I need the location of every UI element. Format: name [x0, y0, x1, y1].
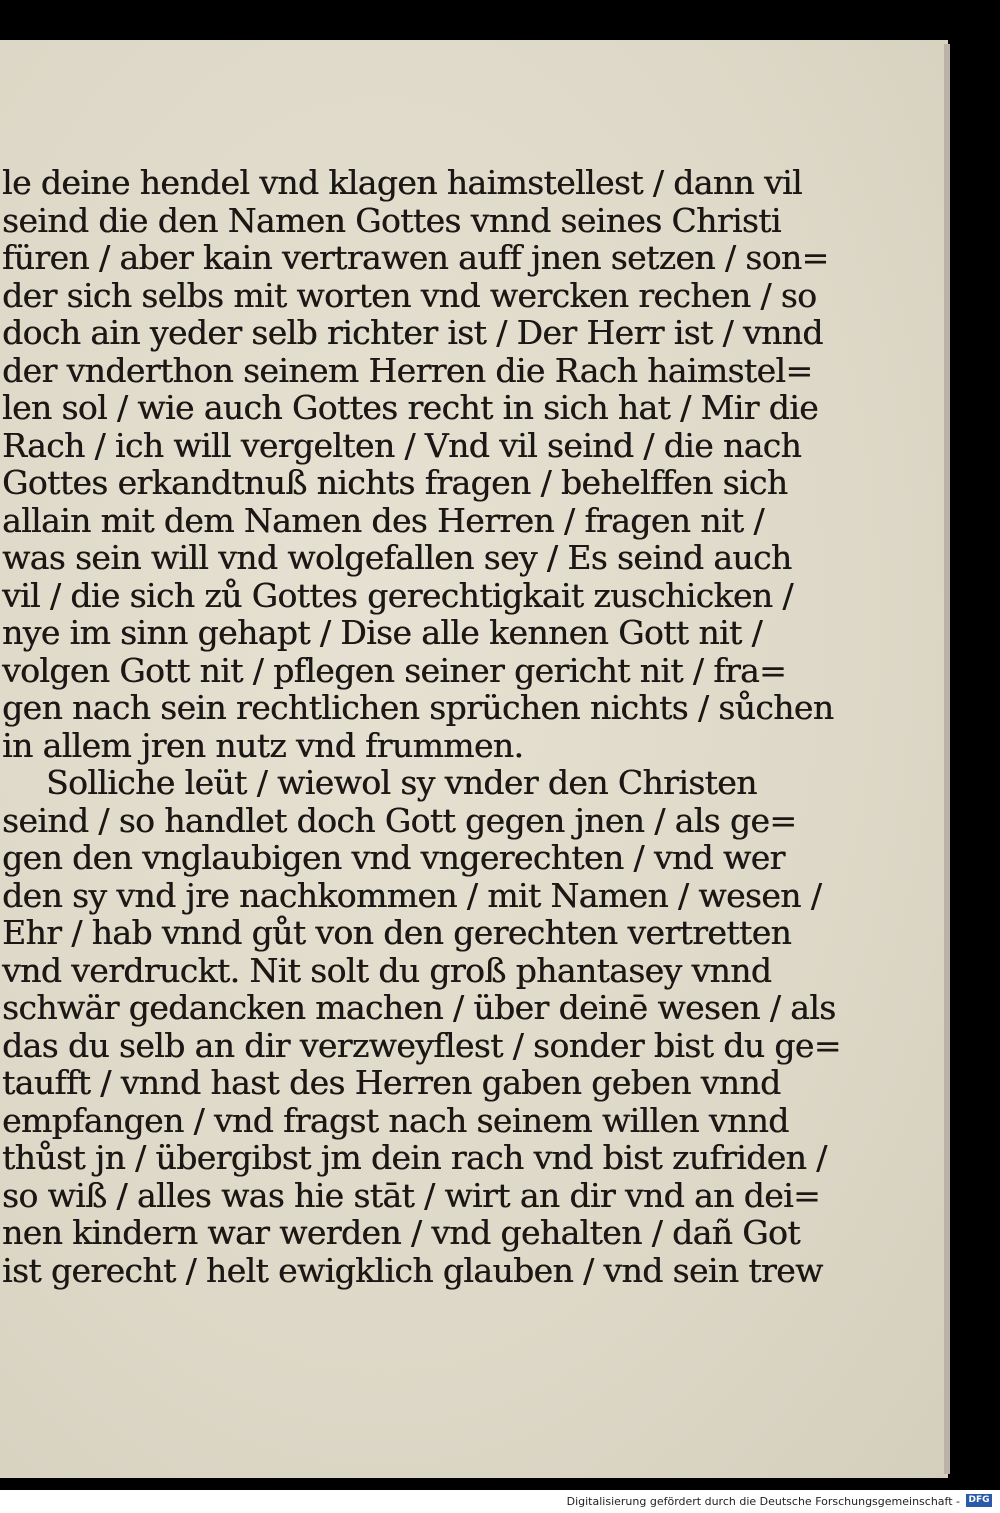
- text-line: gen nach sein rechtlichen sprüchen nichts / sůchen: [2, 688, 834, 727]
- text-line: thůst jn / übergibst jm dein rach vnd bist zufriden /: [2, 1138, 827, 1177]
- text-line: nye im sinn gehapt / Dise alle kennen Gott nit /: [2, 613, 762, 652]
- text-line: so wiß / alles was hie stāt / wirt an dir vnd an dei=: [2, 1175, 821, 1215]
- text-line: der vnderthon seinem Herren die Rach haimstel=: [2, 350, 813, 390]
- funding-credit: Digitalisierung gefördert durch die Deutsche Forschungsgemeinschaft -: [566, 1495, 960, 1508]
- text-line: Gottes erkandtnuß nichts fragen / behelffen sich: [2, 463, 788, 502]
- text-line: gen den vnglaubigen vnd vngerechten / vnd wer: [2, 838, 785, 877]
- text-line: volgen Gott nit / pflegen seiner gericht nit / fra=: [2, 650, 787, 690]
- text-line: doch ain yeder selb richter ist / Der Herr ist / vnnd: [2, 313, 823, 352]
- text-line: len sol / wie auch Gottes recht in sich hat / Mir die: [2, 388, 819, 427]
- text-line: nen kindern war werden / vnd gehalten / dañ Got: [2, 1213, 800, 1252]
- text-line: empfangen / vnd fragst nach seinem willen vnnd: [2, 1100, 789, 1140]
- text-line: den sy vnd jre nachkommen / mit Namen / wesen /: [2, 875, 822, 915]
- text-line: seind / so handlet doch Gott gegen jnen / als ge=: [2, 800, 797, 840]
- text-line: seind die den Namen Gottes vnnd seines Christi: [2, 200, 781, 240]
- paragraph-start-line: Solliche leüt / wiewol sy vnder den Christen: [46, 763, 757, 802]
- text-line: Rach / ich will vergelten / Vnd vil seind / die nach: [2, 425, 802, 465]
- text-line: schwär gedancken machen / über deinē wesen / als: [2, 988, 836, 1027]
- text-line: der sich selbs mit worten vnd wercken rechen / so: [2, 275, 817, 315]
- blackletter-text-block: [2, 163, 841, 1290]
- footer-bar: [0, 1490, 1000, 1513]
- dfg-logo-icon: DFG: [966, 1494, 992, 1507]
- text-line: ist gerecht / helt ewigklich glauben / vnd sein trew: [2, 1250, 823, 1290]
- text-line: le deine hendel vnd klagen haimstellest / dann vil: [2, 163, 802, 202]
- text-line: vil / die sich zů Gottes gerechtigkait zuschicken /: [2, 575, 793, 615]
- text-line: allain mit dem Namen des Herren / fragen nit /: [2, 500, 764, 540]
- text-line: vnd verdruckt. Nit solt du groß phantasey vnnd: [2, 950, 772, 990]
- text-line: in allem jren nutz vnd frummen.: [2, 725, 524, 765]
- page-edge: [944, 44, 950, 1474]
- text-line: das du selb an dir verzweyflest / sonder bist du ge=: [2, 1025, 841, 1065]
- text-line: füren / aber kain vertrawen auff jnen setzen / son=: [2, 238, 829, 277]
- text-line: Ehr / hab vnnd gůt von den gerechten vertretten: [2, 913, 792, 952]
- text-line: was sein will vnd wolgefallen sey / Es seind auch: [2, 538, 792, 577]
- text-line: taufft / vnnd hast des Herren gaben geben vnnd: [2, 1063, 781, 1102]
